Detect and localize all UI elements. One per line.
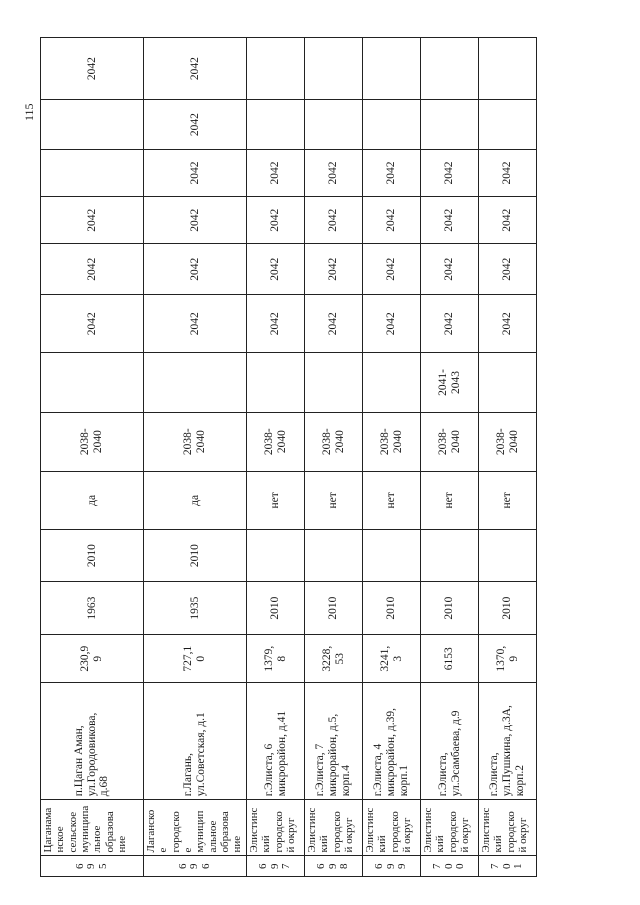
- overhaul-schedule-table: [40, 37, 537, 877]
- area-cell: 3228, 53: [305, 635, 363, 683]
- address-cell: г.Элиста, ул.Пушкина, д.3А, корп.2: [479, 683, 537, 800]
- year-cell: 2042: [247, 196, 305, 244]
- year-cell: 2042: [479, 244, 537, 295]
- year-cell: 2042: [479, 196, 537, 244]
- rotated-page-content: [18, 37, 542, 877]
- year-cell: 2042: [144, 295, 247, 353]
- built-year-cell: 2010: [247, 582, 305, 635]
- row-number: 7 0 1: [479, 856, 537, 877]
- flag-cell: нет: [479, 471, 537, 529]
- municipality-cell: Элистинс кий городско й округ: [305, 800, 363, 856]
- period-2-cell: [305, 353, 363, 412]
- period-2-cell: [41, 353, 144, 412]
- year-cell: 2042: [363, 150, 421, 197]
- period-cell: 2038- 2040: [479, 412, 537, 471]
- area-cell: 1379, 8: [247, 635, 305, 683]
- year-cell: [363, 38, 421, 100]
- flag-cell: нет: [421, 471, 479, 529]
- year-cell: 2042: [305, 244, 363, 295]
- built-year-cell: 2010: [479, 582, 537, 635]
- period-2-cell: [363, 353, 421, 412]
- year-cell: 2042: [144, 150, 247, 197]
- municipality-cell: Элистинс кий городско й округ: [363, 800, 421, 856]
- address-cell: г.Лагань, ул.Советская, д.1: [144, 683, 247, 800]
- year-cell: 2042: [247, 295, 305, 353]
- year-cell: 2042: [247, 150, 305, 197]
- period-cell: 2038- 2040: [305, 412, 363, 471]
- year-cell: 2042: [421, 295, 479, 353]
- table-row: [421, 38, 479, 877]
- year-cell: 2042: [144, 244, 247, 295]
- table-row: [479, 38, 537, 877]
- year-cell: 2042: [421, 196, 479, 244]
- year-cell: 2042: [305, 150, 363, 197]
- municipality-cell: Цаганама нское сельское муниципа льное образова ние: [41, 800, 144, 856]
- year-cell: 2042: [144, 38, 247, 100]
- address-cell: г.Элиста, ул.Эсамбаева, д.9: [421, 683, 479, 800]
- period-cell: 2038- 2040: [247, 412, 305, 471]
- year-cell: [247, 100, 305, 150]
- year-cell: [247, 38, 305, 100]
- row-number: 6 9 6: [144, 856, 247, 877]
- flag-cell: нет: [363, 471, 421, 529]
- year-cell: 2042: [41, 244, 144, 295]
- year-cell: [421, 38, 479, 100]
- built-year-cell: 1963: [41, 582, 144, 635]
- year-cell: [305, 100, 363, 150]
- area-cell: 1370, 9: [479, 635, 537, 683]
- area-cell: 230,9 9: [41, 635, 144, 683]
- year-cell: [41, 100, 144, 150]
- overhaul-year-cell: [247, 530, 305, 582]
- year-cell: 2042: [305, 295, 363, 353]
- address-cell: п.Цаган Аман, ул.Городовикова, д.68: [41, 683, 144, 800]
- period-2-cell: [479, 353, 537, 412]
- year-cell: 2042: [247, 244, 305, 295]
- year-cell: 2042: [479, 150, 537, 197]
- overhaul-year-cell: [305, 530, 363, 582]
- period-cell: 2038- 2040: [363, 412, 421, 471]
- year-cell: 2042: [363, 244, 421, 295]
- overhaul-year-cell: [479, 530, 537, 582]
- year-cell: 2042: [421, 150, 479, 197]
- table-row: [363, 38, 421, 877]
- overhaul-year-cell: [363, 530, 421, 582]
- overhaul-year-cell: [421, 530, 479, 582]
- overhaul-year-cell: 2010: [144, 530, 247, 582]
- year-cell: [479, 38, 537, 100]
- period-2-cell: [247, 353, 305, 412]
- year-cell: 2042: [363, 196, 421, 244]
- year-cell: 2042: [144, 100, 247, 150]
- municipality-cell: Элистинс кий городско й округ: [421, 800, 479, 856]
- flag-cell: нет: [247, 471, 305, 529]
- year-cell: [41, 150, 144, 197]
- period-2-cell: [144, 353, 247, 412]
- address-cell: г.Элиста, 6 микрорайон, д.41: [247, 683, 305, 800]
- built-year-cell: 2010: [421, 582, 479, 635]
- overhaul-year-cell: 2010: [41, 530, 144, 582]
- row-number: 7 0 0: [421, 856, 479, 877]
- municipality-cell: Лаганско е городско е муницип альное образова ние: [144, 800, 247, 856]
- table-row: [247, 38, 305, 877]
- period-cell: 2038- 2040: [421, 412, 479, 471]
- year-cell: 2042: [363, 295, 421, 353]
- year-cell: 2042: [41, 38, 144, 100]
- year-cell: 2042: [41, 196, 144, 244]
- built-year-cell: 2010: [363, 582, 421, 635]
- built-year-cell: 2010: [305, 582, 363, 635]
- table-row: [305, 38, 363, 877]
- flag-cell: да: [41, 471, 144, 529]
- flag-cell: да: [144, 471, 247, 529]
- row-number: 6 9 9: [363, 856, 421, 877]
- year-cell: 2042: [305, 196, 363, 244]
- row-number: 6 9 5: [41, 856, 144, 877]
- year-cell: 2042: [144, 196, 247, 244]
- address-cell: г.Элиста, 7 микрорайон, д.5, корп.4: [305, 683, 363, 800]
- year-cell: 2042: [421, 244, 479, 295]
- area-cell: 6153: [421, 635, 479, 683]
- page-number: 115: [22, 103, 36, 121]
- table-row: [41, 38, 144, 877]
- period-2-cell: 2041- 2043: [421, 353, 479, 412]
- address-cell: г.Элиста, 4 микрорайон, д.39, корп.1: [363, 683, 421, 800]
- period-cell: 2038- 2040: [144, 412, 247, 471]
- table-body: [41, 38, 537, 877]
- table-row: [144, 38, 247, 877]
- year-cell: [305, 38, 363, 100]
- year-cell: 2042: [479, 295, 537, 353]
- area-cell: 3241, 3: [363, 635, 421, 683]
- municipality-cell: Элистинс кий городско й округ: [247, 800, 305, 856]
- built-year-cell: 1935: [144, 582, 247, 635]
- year-cell: [421, 100, 479, 150]
- flag-cell: нет: [305, 471, 363, 529]
- area-cell: 727,1 0: [144, 635, 247, 683]
- year-cell: [363, 100, 421, 150]
- period-cell: 2038- 2040: [41, 412, 144, 471]
- year-cell: 2042: [41, 295, 144, 353]
- row-number: 6 9 8: [305, 856, 363, 877]
- row-number: 6 9 7: [247, 856, 305, 877]
- municipality-cell: Элистинс кий городско й округ: [479, 800, 537, 856]
- year-cell: [479, 100, 537, 150]
